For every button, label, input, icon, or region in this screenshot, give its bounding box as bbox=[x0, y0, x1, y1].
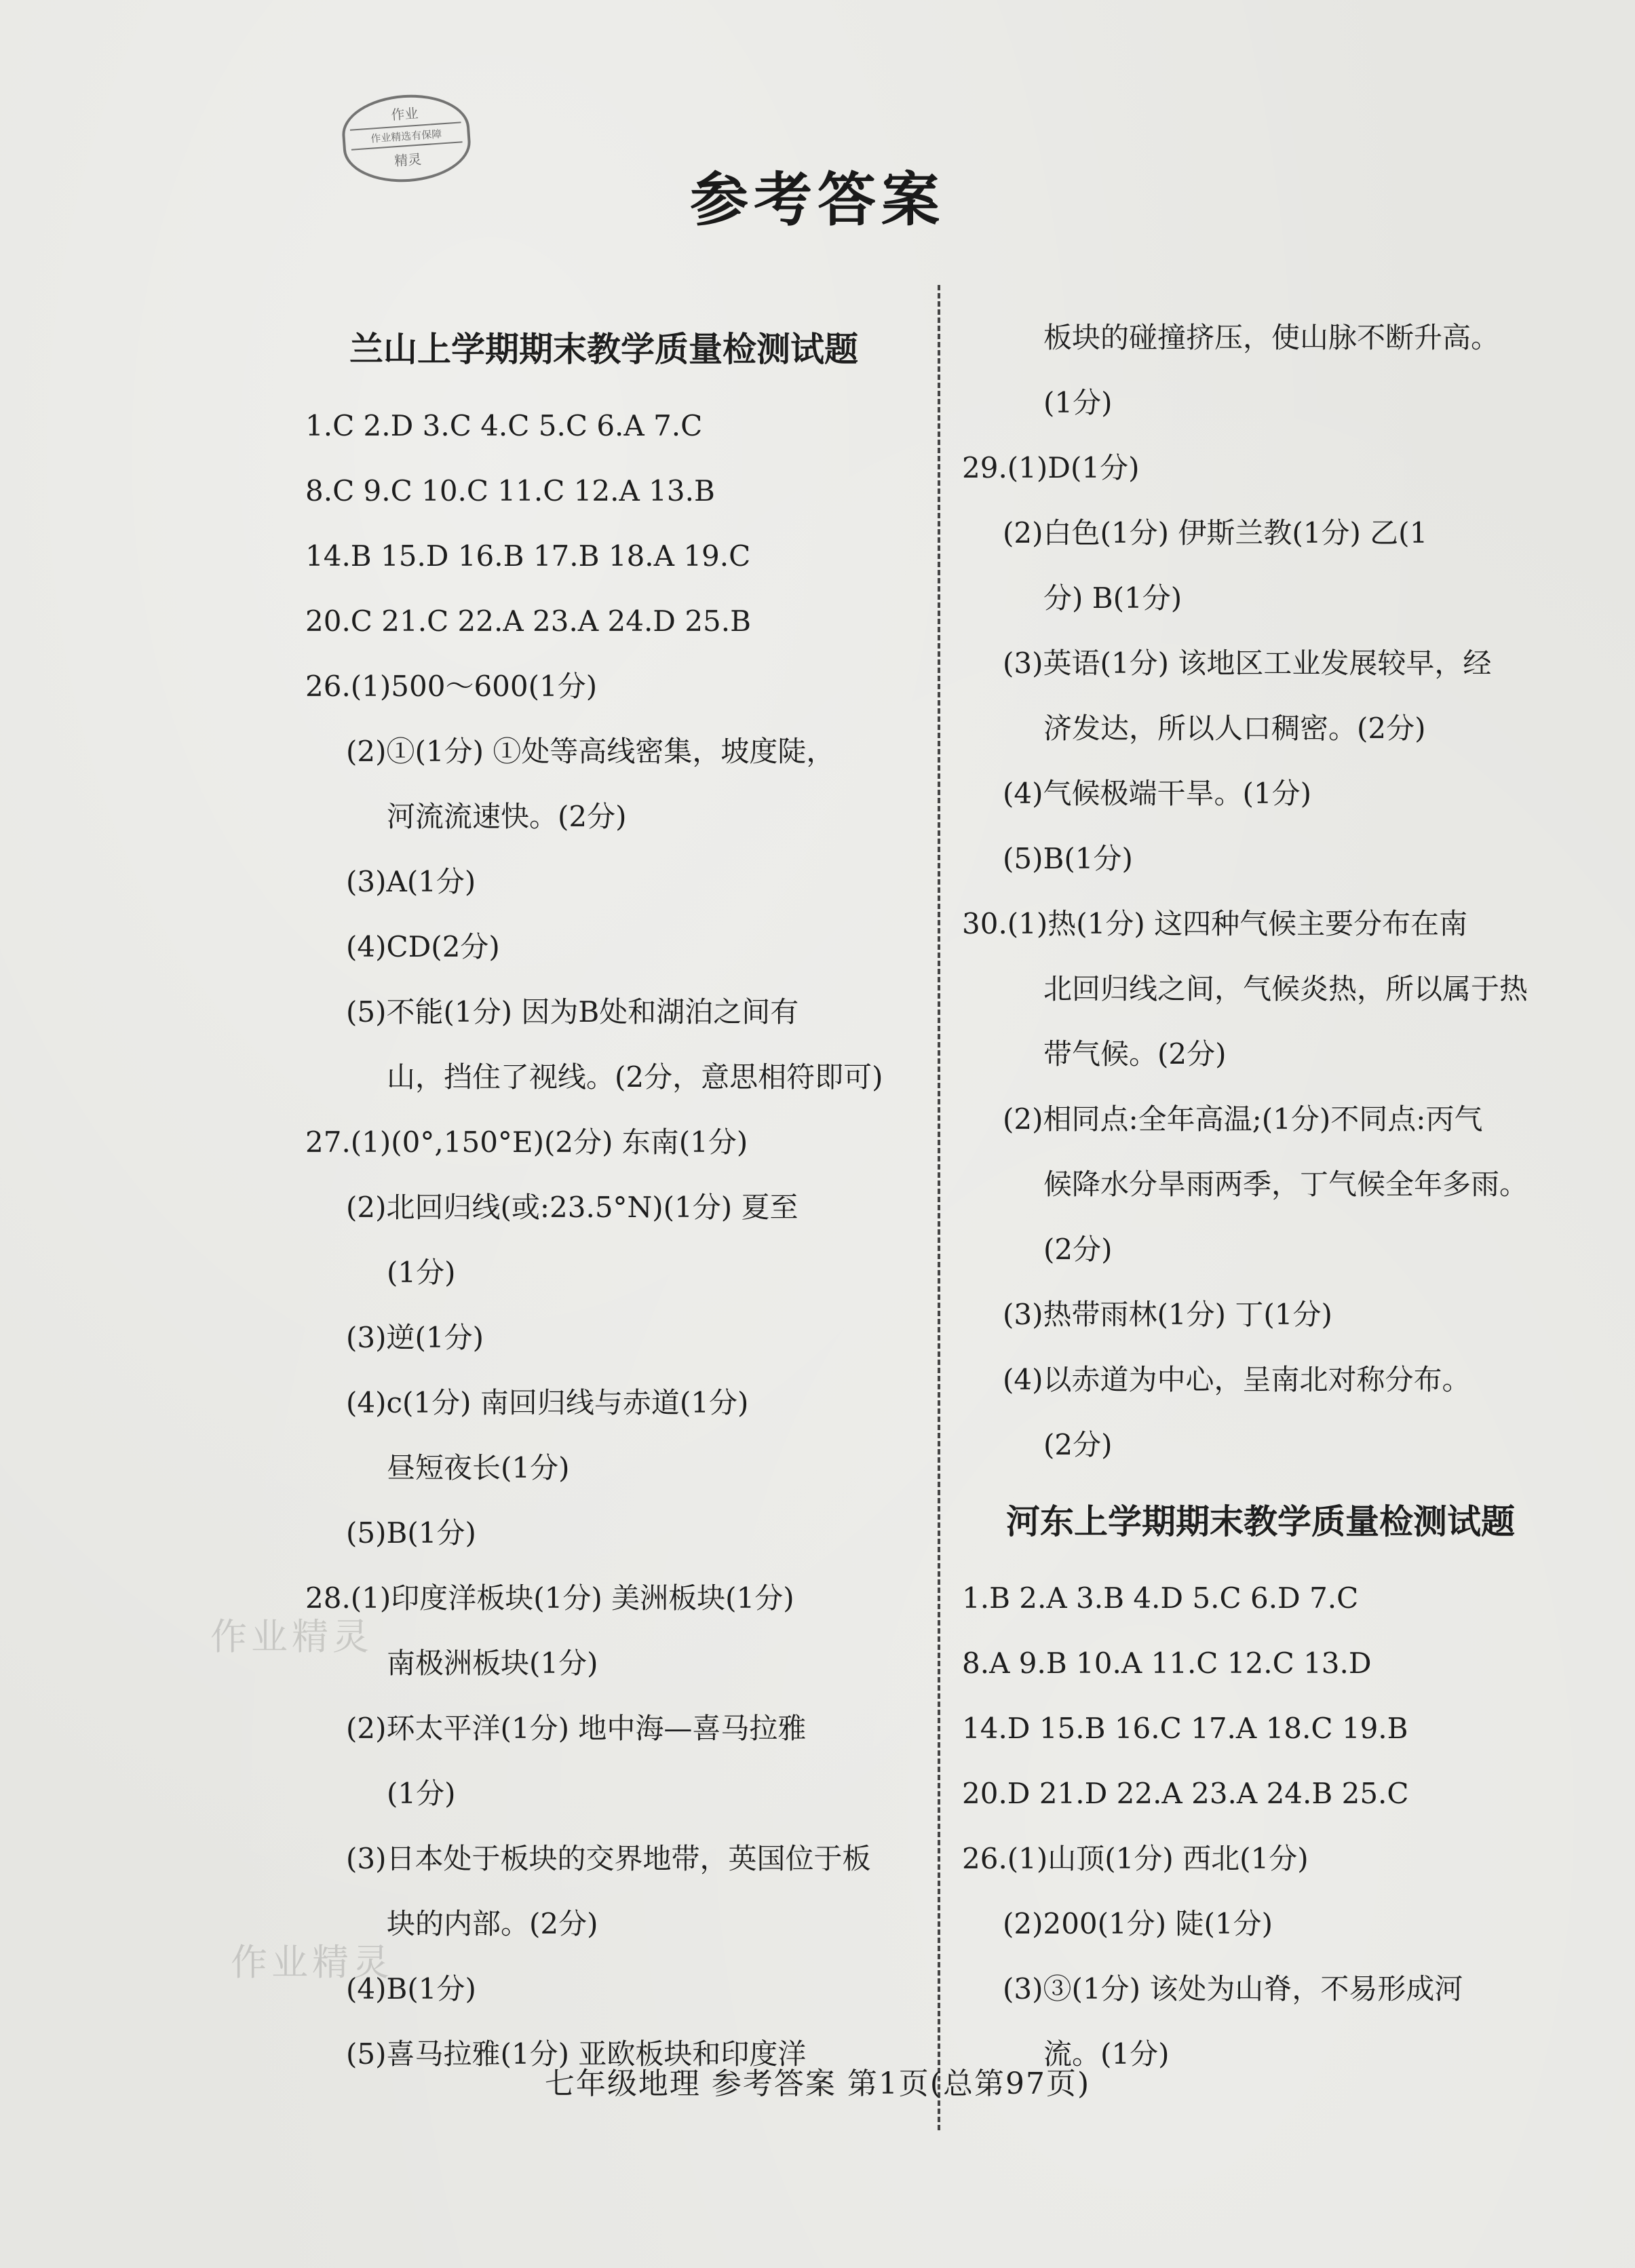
page-title: 参考答案 bbox=[690, 166, 945, 234]
answer-line: 块的内部。(2分) bbox=[387, 1907, 598, 1940]
answer-line: (1分) bbox=[387, 1777, 456, 1810]
answer-line: 30.(1)热(1分) 这四种气候主要分布在南 bbox=[962, 907, 1468, 940]
answer-line: 14.D 15.B 16.C 17.A 18.C 19.B bbox=[962, 1712, 1408, 1745]
answer-line: (4)CD(2分) bbox=[346, 930, 500, 963]
answer-line: (4)B(1分) bbox=[346, 1972, 476, 2005]
section-heading: 兰山上学期期末教学质量检测试题 bbox=[349, 330, 858, 369]
answer-line: (2)环太平洋(1分) 地中海—喜马拉雅 bbox=[346, 1712, 807, 1745]
answer-line: (5)B(1分) bbox=[346, 1516, 476, 1550]
answer-line: (2)相同点:全年高温;(1分)不同点:丙气 bbox=[1003, 1102, 1483, 1136]
answer-line: (3)逆(1分) bbox=[346, 1321, 484, 1354]
answer-line: 板块的碰撞挤压，使山脉不断升高。 bbox=[1043, 321, 1500, 354]
answer-line: (3)A(1分) bbox=[346, 865, 476, 898]
answer-line: (2)白色(1分) 伊斯兰教(1分) 乙(1 bbox=[1003, 516, 1428, 550]
column-divider bbox=[938, 285, 940, 2130]
answer-line: (2)200(1分) 陡(1分) bbox=[1003, 1907, 1273, 1940]
answer-line: 候降水分旱雨两季，丁气候全年多雨。 bbox=[1043, 1168, 1528, 1201]
answer-line: 27.(1)(0°,150°E)(2分) 东南(1分) bbox=[305, 1126, 748, 1159]
answer-line: (2分) bbox=[1043, 1233, 1113, 1266]
answer-line: 8.A 9.B 10.A 11.C 12.C 13.D bbox=[962, 1647, 1372, 1680]
stamp-line-1: 作业 bbox=[390, 104, 419, 123]
answer-line: (4)以赤道为中心，呈南北对称分布。 bbox=[1003, 1363, 1471, 1396]
answer-line: 分) B(1分) bbox=[1043, 581, 1182, 615]
answer-line: (2)①(1分) ①处等高线密集，坡度陡， bbox=[346, 735, 835, 768]
page-footer: 七年级地理 参考答案 第1页(总第97页) bbox=[544, 2067, 1091, 2101]
answer-line: 流。(1分) bbox=[1043, 2037, 1170, 2071]
answer-line: 南极洲板块(1分) bbox=[387, 1647, 598, 1680]
answer-line: (4)气候极端干旱。(1分) bbox=[1003, 777, 1311, 810]
answer-line: (5)不能(1分) 因为B处和湖泊之间有 bbox=[346, 995, 799, 1029]
answer-line: 20.C 21.C 22.A 23.A 24.D 25.B bbox=[305, 604, 751, 638]
watermark-2: 作业精灵 bbox=[231, 1941, 393, 1984]
answer-line: (1分) bbox=[387, 1256, 456, 1289]
answer-line: 1.C 2.D 3.C 4.C 5.C 6.A 7.C bbox=[305, 409, 703, 442]
answer-line: 北回归线之间，气候炎热，所以属于热 bbox=[1043, 972, 1528, 1005]
answer-line: 河流流速快。(2分) bbox=[387, 800, 627, 833]
watermark-1: 作业精灵 bbox=[210, 1615, 373, 1658]
answer-line: 带气候。(2分) bbox=[1043, 1037, 1227, 1071]
stamp-line-3: 精灵 bbox=[393, 151, 423, 170]
answer-line: (3)③(1分) 该处为山脊，不易形成河 bbox=[1003, 1972, 1463, 2005]
answer-line: (2分) bbox=[1043, 1428, 1113, 1461]
answer-line: (3)英语(1分) 该地区工业发展较早，经 bbox=[1003, 647, 1492, 680]
answer-line: (3)热带雨林(1分) 丁(1分) bbox=[1003, 1298, 1332, 1331]
answer-line: (5)喜马拉雅(1分) 亚欧板块和印度洋 bbox=[346, 2037, 807, 2071]
stamp-line-2: 作业精选有保障 bbox=[350, 121, 463, 150]
answer-line: 26.(1)山顶(1分) 西北(1分) bbox=[962, 1842, 1309, 1875]
answer-line: (1分) bbox=[1043, 386, 1113, 419]
answer-line: 14.B 15.D 16.B 17.B 18.A 19.C bbox=[305, 539, 751, 573]
right-column bbox=[962, 305, 1559, 2087]
answer-line: 昼短夜长(1分) bbox=[387, 1451, 570, 1484]
answer-line: 8.C 9.C 10.C 11.C 12.A 13.B bbox=[305, 474, 715, 507]
answer-line: (5)B(1分) bbox=[1003, 842, 1133, 875]
answer-line: 20.D 21.D 22.A 23.A 24.B 25.C bbox=[962, 1777, 1409, 1810]
left-column bbox=[305, 305, 902, 2087]
answer-line: 26.(1)500～600(1分) bbox=[305, 670, 598, 703]
answer-line: (4)c(1分) 南回归线与赤道(1分) bbox=[346, 1386, 749, 1419]
answer-line: 29.(1)D(1分) bbox=[962, 451, 1140, 484]
answer-line: 28.(1)印度洋板块(1分) 美洲板块(1分) bbox=[305, 1581, 794, 1615]
answer-line: (3)日本处于板块的交界地带，英国位于板 bbox=[346, 1842, 871, 1875]
answer-line: 山，挡住了视线。(2分，意思相符即可) bbox=[387, 1060, 883, 1094]
answer-line: (2)北回归线(或:23.5°N)(1分) 夏至 bbox=[346, 1191, 799, 1224]
section-heading: 河东上学期期末教学质量检测试题 bbox=[1006, 1502, 1515, 1541]
answer-line: 1.B 2.A 3.B 4.D 5.C 6.D 7.C bbox=[962, 1581, 1359, 1615]
answer-line: 济发达，所以人口稠密。(2分) bbox=[1043, 712, 1426, 745]
